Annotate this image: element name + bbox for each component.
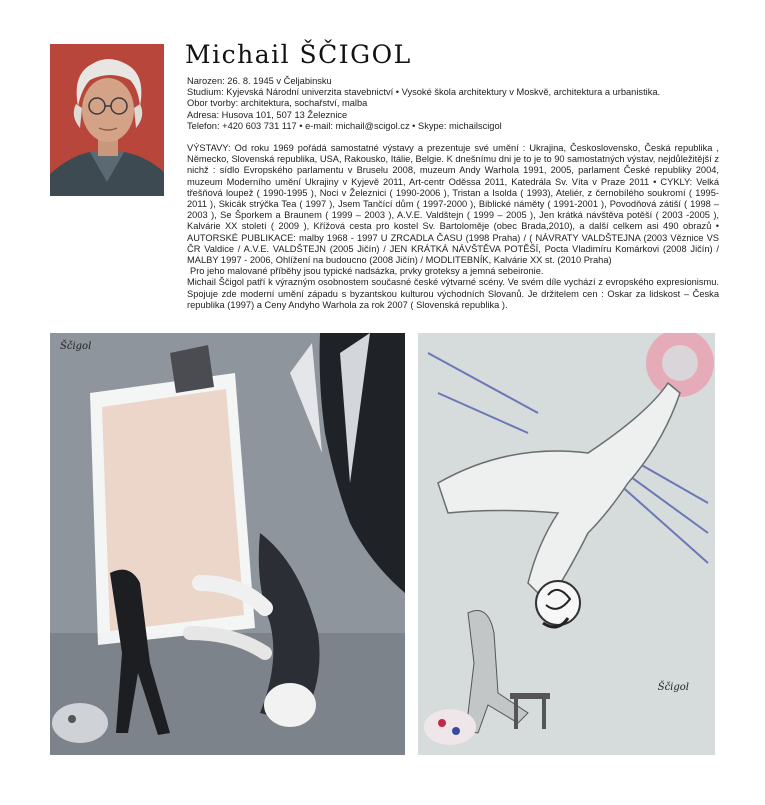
painting-artist-at-easel <box>50 333 405 755</box>
style-paragraph: Pro jeho malované příběhy jsou typické nadsázka, prvky groteksy a jemná sebeironie. <box>190 266 544 277</box>
artist-name-heading: Michail ŠČIGOL <box>185 40 412 69</box>
exhibitions-paragraph: VÝSTAVY: Od roku 1969 pořádá samostatné výstavy a prezentuje své umění : Ukrajina, Československo, Česká republika , Německo, Slovenská republika, USA, Rakousko, Itálie, Belgie. K dnešnímu dni je to je to 90 samostatných výstav, nejdůležitější z nichž : sídlo Evropského parlamentu v Bruselu 2008, muzeum Andy Warhola 1991, 2005, parlament České republiky 2004, muzeum Moderního umění Ukrajiny v Kyjevě 2011, Art-centr Oděssa 2011, Katedrála Sv. Víta v Praze 2011 • CYKLY: Velká třešňová loupež ( 1990-1995 ), Noci v Železnici ( 1990-2006 ), Tristan a Isolda ( 1993), Ateliér, z černobílého soukromí ( 1995-2011 ), Skicák strýčka Tea ( 1997 ), Jsem Tančící dům ( 1997-2000 ), Biblické náměty ( 1991-2001 ), Povodňová zátiší ( 1998 – 2003 ), Se Šporkem a Braunem ( 1999 – 2003 ), A.V.E. Valdštejn ( 1999 – 2005 ), Jen krátká návštěva potěší ( 2003 -2005 ), Kalvárie XX století ( 2009 ), Křížová cesta pro kostel Sv. Bartoloměje (obec Brada,2010), a další celkem asi 490 obrazů • AUTORSKÉ PUBLIKACE: malby 1968 - 1997 U ZRCADLA ČASU (1998 Praha) / ( NÁVRATY VALDŠTEJNA (2003 Věznice VS ČR Valdice / A.V.E. VALDŠTEJN (2005 Jičín) / JEN KRÁTKÁ NÁVŠTĚVA POTĚŠÍ, Pocta Vladimíru Komárkovi (2008 Jičín) / MALBY 1997 - 2006, Ohlížení na budoucno (2008 Jičín) / MODLITEBNÍK, Kalvárie XX st. (2010 Praha) <box>187 143 719 266</box>
address-line: Adresa: Husova 101, 507 13 Železnice <box>187 109 348 120</box>
contact-line: Telefon: +420 603 731 117 • e-mail: michail@scigol.cz • Skype: michailscigol <box>187 120 502 131</box>
biography-block <box>187 143 719 311</box>
painting-falling-figure <box>418 333 715 755</box>
painting-right-signature: Ščigol <box>657 682 689 693</box>
artist-info-block <box>187 76 727 132</box>
study-line: Studium: Kyjevská Národní univerzita stavebnictví • Vysoké škola architektury v Moskvě, architektura a urbanistika. <box>187 87 661 98</box>
artist-portrait-photo <box>50 44 164 196</box>
birth-line: Narozen: 26. 8. 1945 v Čeljabinsku <box>187 76 332 86</box>
fields-line: Obor tvorby: architektura, sochařství, malba <box>187 98 368 109</box>
painting-left-signature: Ščigol <box>60 341 92 352</box>
painting-left-illustration <box>50 333 405 755</box>
summary-paragraph: Michail Ščigol patří k výrazným osobnostem současné české výtvarné scény. Ve svém díle vychází z evropského expresionismu. Spojuje zde moderní umění západu s byzantskou kulturou východních Slovanů. Je držitelem cen : Oskar za lidskost – Česka republika (1997) a Ceny Andyho Warhola za rok 2007 ( Slovenská republika ). <box>187 277 719 310</box>
portrait-illustration <box>50 44 164 196</box>
